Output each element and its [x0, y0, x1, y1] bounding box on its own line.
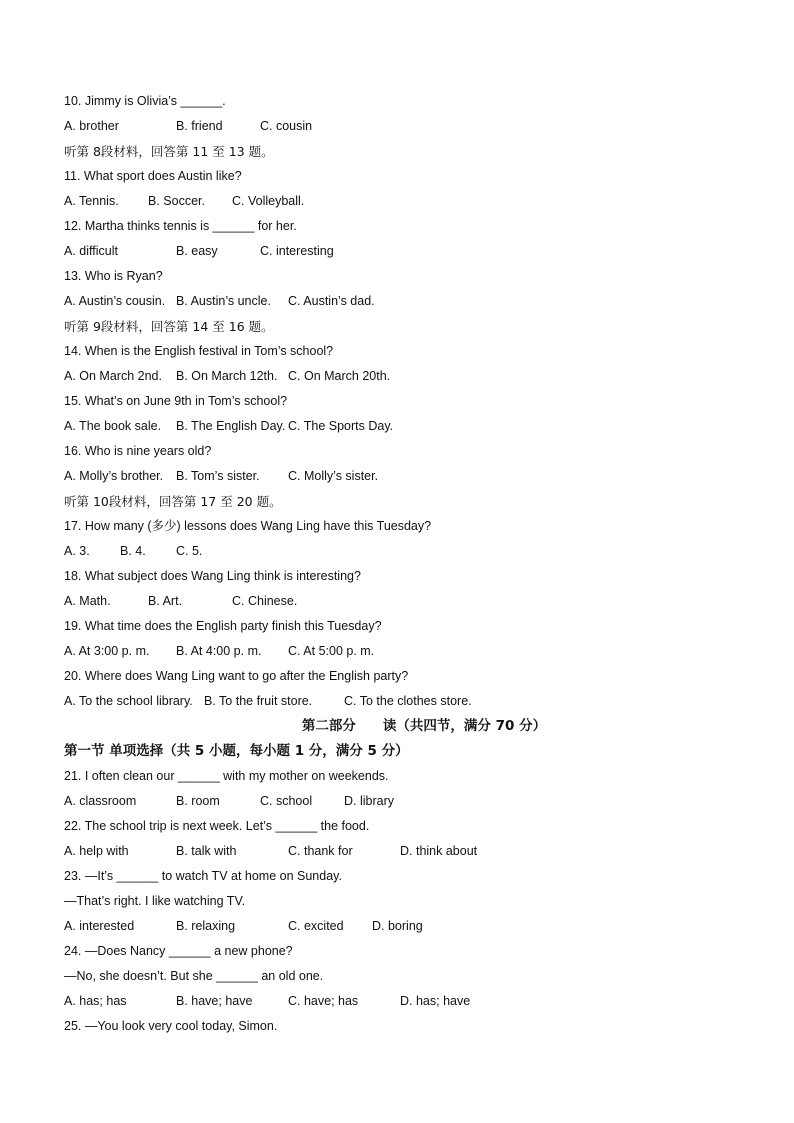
question-stem: 20. Where does Wang Ling want to go after the English party?: [64, 669, 409, 683]
dialogue-reply: —That’s right. I like watching TV.: [64, 894, 246, 908]
option-c: C. The Sports Day.: [288, 419, 394, 433]
answer-options: [64, 639, 744, 664]
answer-options: [64, 289, 744, 314]
option-b: B. Soccer.: [148, 194, 205, 208]
listening-instruction: 听第 9段材料，回答第 14 至 16 题。: [64, 319, 274, 334]
option-b: B. have; have: [176, 994, 253, 1008]
dialogue-reply: —No, she doesn’t. But she ______ an old one.: [64, 969, 324, 983]
option-c: C. Molly’s sister.: [288, 469, 379, 483]
option-b: B. talk with: [176, 844, 237, 858]
option-c: C. Austin’s dad.: [288, 294, 375, 308]
question-stem: 14. When is the English festival in Tom’s school?: [64, 344, 334, 358]
answer-options: [64, 839, 744, 864]
question-stem: 13. Who is Ryan?: [64, 269, 163, 283]
option-a: A. The book sale.: [64, 419, 162, 433]
option-b: B. friend: [176, 119, 223, 133]
option-a: A. help with: [64, 844, 129, 858]
answer-options: [64, 414, 744, 439]
option-b: B. The English Day.: [176, 419, 286, 433]
listening-instruction: 听第 10段材料，回答第 17 至 20 题。: [64, 494, 282, 509]
option-c: C. 5.: [176, 544, 203, 558]
option-c: C. cousin: [260, 119, 313, 133]
option-b: B. relaxing: [176, 919, 236, 933]
option-c: C. Volleyball.: [232, 194, 305, 208]
option-a: A. On March 2nd.: [64, 369, 162, 383]
answer-options: [64, 464, 744, 489]
answer-options: [64, 364, 744, 389]
option-b: B. Art.: [148, 594, 183, 608]
option-c: C. Chinese.: [232, 594, 298, 608]
answer-options: [64, 989, 744, 1014]
option-b: B. 4.: [120, 544, 146, 558]
question-stem: 16. Who is nine years old?: [64, 444, 212, 458]
option-a: A. brother: [64, 119, 119, 133]
option-d: D. think about: [400, 844, 478, 858]
option-a: A. difficult: [64, 244, 118, 258]
option-b: B. Tom’s sister.: [176, 469, 260, 483]
option-c: C. have; has: [288, 994, 359, 1008]
answer-options: [64, 689, 744, 714]
option-b: B. At 4:00 p. m.: [176, 644, 262, 658]
option-c: C. On March 20th.: [288, 369, 391, 383]
question-stem: 24. —Does Nancy ______ a new phone?: [64, 944, 293, 958]
question-stem: 25. —You look very cool today, Simon.: [64, 1019, 278, 1033]
option-a: A. To the school library.: [64, 694, 193, 708]
question-stem: 21. I often clean our ______ with my mother on weekends.: [64, 769, 389, 783]
question-stem: 10. Jimmy is Olivia’s ______.: [64, 94, 226, 108]
question-stem: 12. Martha thinks tennis is ______ for her.: [64, 219, 297, 233]
answer-options: [64, 114, 744, 139]
question-stem: 15. What’s on June 9th in Tom’s school?: [64, 394, 288, 408]
option-a: A. At 3:00 p. m.: [64, 644, 150, 658]
option-b: B. On March 12th.: [176, 369, 278, 383]
option-a: A. Austin’s cousin.: [64, 294, 166, 308]
option-a: A. 3.: [64, 544, 90, 558]
option-a: A. Tennis.: [64, 194, 119, 208]
option-c: C. interesting: [260, 244, 334, 258]
option-d: D. has; have: [400, 994, 471, 1008]
option-c: C. At 5:00 p. m.: [288, 644, 375, 658]
question-stem: 19. What time does the English party finish this Tuesday?: [64, 619, 382, 633]
option-a: A. interested: [64, 919, 135, 933]
option-a: A. Math.: [64, 594, 111, 608]
question-stem: 11. What sport does Austin like?: [64, 169, 242, 183]
option-c: C. thank for: [288, 844, 353, 858]
part-two-title: 第二部分 读（共四节，满分 70 分）: [301, 718, 547, 734]
question-stem: 23. —It’s ______ to watch TV at home on Sunday.: [64, 869, 342, 883]
question-stem: 22. The school trip is next week. Let’s ______ the food.: [64, 819, 370, 833]
exam-content: [64, 89, 744, 1039]
answer-options: [64, 539, 744, 564]
answer-options: [64, 589, 744, 614]
option-c: C. excited: [288, 919, 344, 933]
option-d: D. boring: [372, 919, 423, 933]
answer-options: [64, 239, 744, 264]
question-stem: 18. What subject does Wang Ling think is interesting?: [64, 569, 361, 583]
option-b: B. To the fruit store.: [204, 694, 313, 708]
answer-options: [64, 914, 744, 939]
option-a: A. Molly’s brother.: [64, 469, 164, 483]
option-c: C. To the clothes store.: [344, 694, 472, 708]
option-b: B. easy: [176, 244, 218, 258]
option-b: B. room: [176, 794, 220, 808]
option-b: B. Austin’s uncle.: [176, 294, 271, 308]
option-a: A. classroom: [64, 794, 137, 808]
listening-instruction: 听第 8段材料，回答第 11 至 13 题。: [64, 144, 274, 159]
option-a: A. has; has: [64, 994, 127, 1008]
answer-options: [64, 189, 744, 214]
option-c: C. school: [260, 794, 313, 808]
answer-options: [64, 789, 744, 814]
option-d: D. library: [344, 794, 395, 808]
question-stem: 17. How many (多少) lessons does Wang Ling have this Tuesday?: [64, 519, 432, 533]
section-one-title: 第一节 单项选择（共 5 小题，每小题 1 分，满分 5 分）: [64, 743, 409, 759]
